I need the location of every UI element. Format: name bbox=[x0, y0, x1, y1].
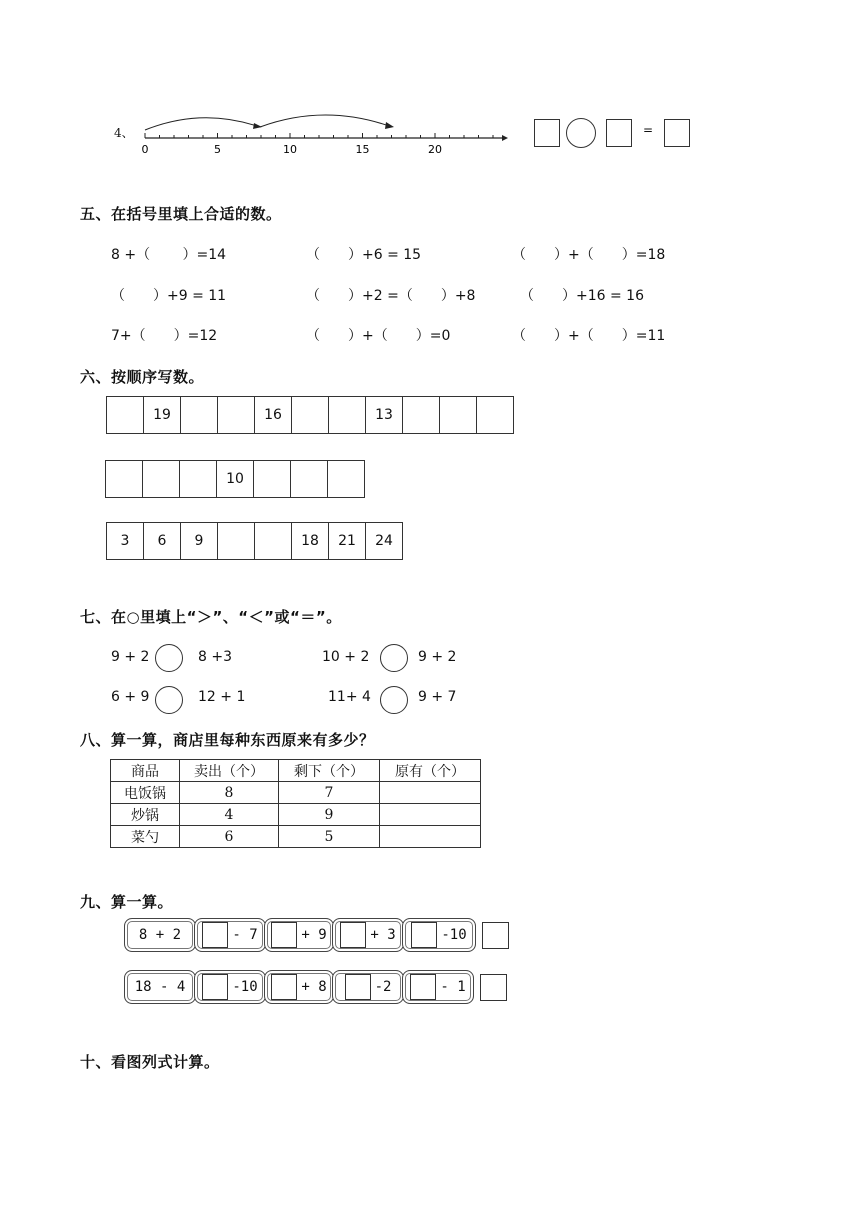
chain-start: 18 - 4 bbox=[124, 970, 196, 1004]
item-name: 炒锅 bbox=[111, 804, 180, 826]
sequence-cell: 24 bbox=[366, 523, 403, 560]
original-count[interactable] bbox=[380, 782, 481, 804]
answer-box[interactable] bbox=[606, 119, 632, 147]
sequence-cell: 9 bbox=[181, 523, 218, 560]
sequence-cell: 19 bbox=[144, 397, 181, 434]
jump-arc-1 bbox=[145, 118, 260, 130]
calc-chain-2 bbox=[124, 970, 507, 1004]
number-sequence-2 bbox=[105, 460, 365, 498]
sequence-cell: 3 bbox=[107, 523, 144, 560]
comparison-right: 12 + 1 bbox=[198, 689, 246, 705]
jump-arc-2 bbox=[260, 115, 392, 127]
item-name: 菜勺 bbox=[111, 826, 180, 848]
sequence-cell[interactable] bbox=[440, 397, 477, 434]
answer-box[interactable] bbox=[411, 922, 437, 948]
sequence-cell: 21 bbox=[329, 523, 366, 560]
comparison-left: 10 + 2 bbox=[322, 649, 370, 665]
answer-box[interactable] bbox=[340, 922, 366, 948]
sequence-cell[interactable] bbox=[291, 461, 328, 498]
chain-step: -2 bbox=[332, 970, 404, 1004]
equation[interactable]: （ ）+9 = 11 bbox=[111, 288, 227, 304]
column-header: 剩下（个） bbox=[279, 760, 380, 782]
calc-chain-1 bbox=[124, 918, 509, 952]
chain-step: - 1 bbox=[402, 970, 474, 1004]
sequence-cell: 10 bbox=[217, 461, 254, 498]
number-sequence-1 bbox=[106, 396, 514, 434]
sold-count: 4 bbox=[180, 804, 279, 826]
sequence-cell[interactable] bbox=[218, 523, 255, 560]
tick-label-0: 0 bbox=[141, 143, 149, 156]
equals-sign: = bbox=[643, 123, 654, 137]
comparison-right: 9 + 2 bbox=[418, 649, 457, 665]
goods-table bbox=[110, 759, 481, 848]
equation[interactable]: （ ）+（ ）=11 bbox=[512, 328, 666, 344]
comparison-left: 9 + 2 bbox=[111, 649, 150, 665]
comparison-left: 11+ 4 bbox=[328, 689, 371, 705]
answer-box[interactable] bbox=[664, 119, 690, 147]
operator-circle[interactable] bbox=[566, 118, 596, 148]
chain-start: 8 + 2 bbox=[124, 918, 196, 952]
answer-box[interactable] bbox=[345, 974, 371, 1000]
sold-count: 6 bbox=[180, 826, 279, 848]
answer-box[interactable] bbox=[202, 974, 228, 1000]
compare-circle[interactable] bbox=[155, 686, 183, 714]
section-heading-9: 九、算一算。 bbox=[80, 893, 174, 911]
sequence-cell[interactable] bbox=[329, 397, 366, 434]
answer-box[interactable] bbox=[271, 922, 297, 948]
tick-label-10: 10 bbox=[283, 143, 297, 156]
comparison-right: 8 +3 bbox=[198, 649, 232, 665]
section-heading-8: 八、算一算，商店里每种东西原来有多少？ bbox=[80, 731, 375, 749]
answer-box[interactable] bbox=[202, 922, 228, 948]
sequence-cell[interactable] bbox=[477, 397, 514, 434]
comparison-right: 9 + 7 bbox=[418, 689, 457, 705]
equation[interactable]: （ ）+6 = 15 bbox=[306, 247, 422, 263]
answer-box[interactable] bbox=[271, 974, 297, 1000]
section-heading-7: 七、在○里填上“＞”、“＜”或“＝”。 bbox=[80, 608, 342, 626]
sequence-cell[interactable] bbox=[107, 397, 144, 434]
chain-step: + 8 bbox=[264, 970, 334, 1004]
original-count[interactable] bbox=[380, 804, 481, 826]
chain-step: + 3 bbox=[332, 918, 404, 952]
tick-label-15: 15 bbox=[355, 143, 370, 156]
equation[interactable]: （ ）+16 = 16 bbox=[520, 288, 644, 304]
final-answer-box[interactable] bbox=[480, 974, 507, 1001]
sequence-cell[interactable] bbox=[106, 461, 143, 498]
remaining-count: 5 bbox=[279, 826, 380, 848]
sequence-cell: 18 bbox=[292, 523, 329, 560]
compare-circle[interactable] bbox=[380, 686, 408, 714]
chain-step: -10 bbox=[402, 918, 476, 952]
tick-label-5: 5 bbox=[214, 143, 221, 156]
chain-step: - 7 bbox=[194, 918, 266, 952]
comparison-left: 6 + 9 bbox=[111, 689, 150, 705]
sequence-cell[interactable] bbox=[254, 461, 291, 498]
axis-ticks bbox=[145, 133, 493, 138]
table-row bbox=[111, 804, 481, 826]
tick-label-20: 20 bbox=[428, 143, 442, 156]
column-header: 原有（个） bbox=[380, 760, 481, 782]
sequence-cell[interactable] bbox=[292, 397, 329, 434]
equation[interactable]: （ ）+（ ）=0 bbox=[306, 328, 451, 344]
equation[interactable]: 7+（ ）=12 bbox=[111, 328, 218, 344]
final-answer-box[interactable] bbox=[482, 922, 509, 949]
sequence-cell: 16 bbox=[255, 397, 292, 434]
table-header-row bbox=[111, 760, 481, 782]
sequence-cell[interactable] bbox=[328, 461, 365, 498]
item-name: 电饭锅 bbox=[111, 782, 180, 804]
equation[interactable]: （ ）+（ ）=18 bbox=[512, 247, 666, 263]
remaining-count: 9 bbox=[279, 804, 380, 826]
arrowhead-1 bbox=[253, 123, 262, 129]
sequence-cell[interactable] bbox=[181, 397, 218, 434]
sequence-cell[interactable] bbox=[403, 397, 440, 434]
table-row bbox=[111, 826, 481, 848]
section-heading-5: 五、在括号里填上合适的数。 bbox=[80, 205, 282, 223]
chain-step: + 9 bbox=[264, 918, 334, 952]
column-header: 卖出（个） bbox=[180, 760, 279, 782]
section-heading-6: 六、按顺序写数。 bbox=[80, 368, 205, 386]
sequence-cell[interactable] bbox=[180, 461, 217, 498]
number-line bbox=[130, 105, 520, 165]
number-sequence-3 bbox=[106, 522, 403, 560]
sequence-cell[interactable] bbox=[255, 523, 292, 560]
chain-step: -10 bbox=[194, 970, 266, 1004]
table-row bbox=[111, 782, 481, 804]
equation[interactable]: （ ）+2 =（ ）+8 bbox=[306, 288, 476, 304]
sequence-cell[interactable] bbox=[218, 397, 255, 434]
answer-box[interactable] bbox=[410, 974, 436, 1000]
remaining-count: 7 bbox=[279, 782, 380, 804]
compare-circle[interactable] bbox=[380, 644, 408, 672]
sequence-cell: 13 bbox=[366, 397, 403, 434]
question-number: 4、 bbox=[114, 126, 134, 140]
section-heading-10: 十、看图列式计算。 bbox=[80, 1053, 220, 1071]
sequence-cell[interactable] bbox=[143, 461, 180, 498]
answer-box[interactable] bbox=[534, 119, 560, 147]
column-header: 商品 bbox=[111, 760, 180, 782]
original-count[interactable] bbox=[380, 826, 481, 848]
arrowhead-2 bbox=[385, 122, 394, 129]
sequence-cell: 6 bbox=[144, 523, 181, 560]
equation[interactable]: 8 +（ ）=14 bbox=[111, 247, 227, 263]
axis-arrow bbox=[502, 135, 508, 141]
compare-circle[interactable] bbox=[155, 644, 183, 672]
sold-count: 8 bbox=[180, 782, 279, 804]
